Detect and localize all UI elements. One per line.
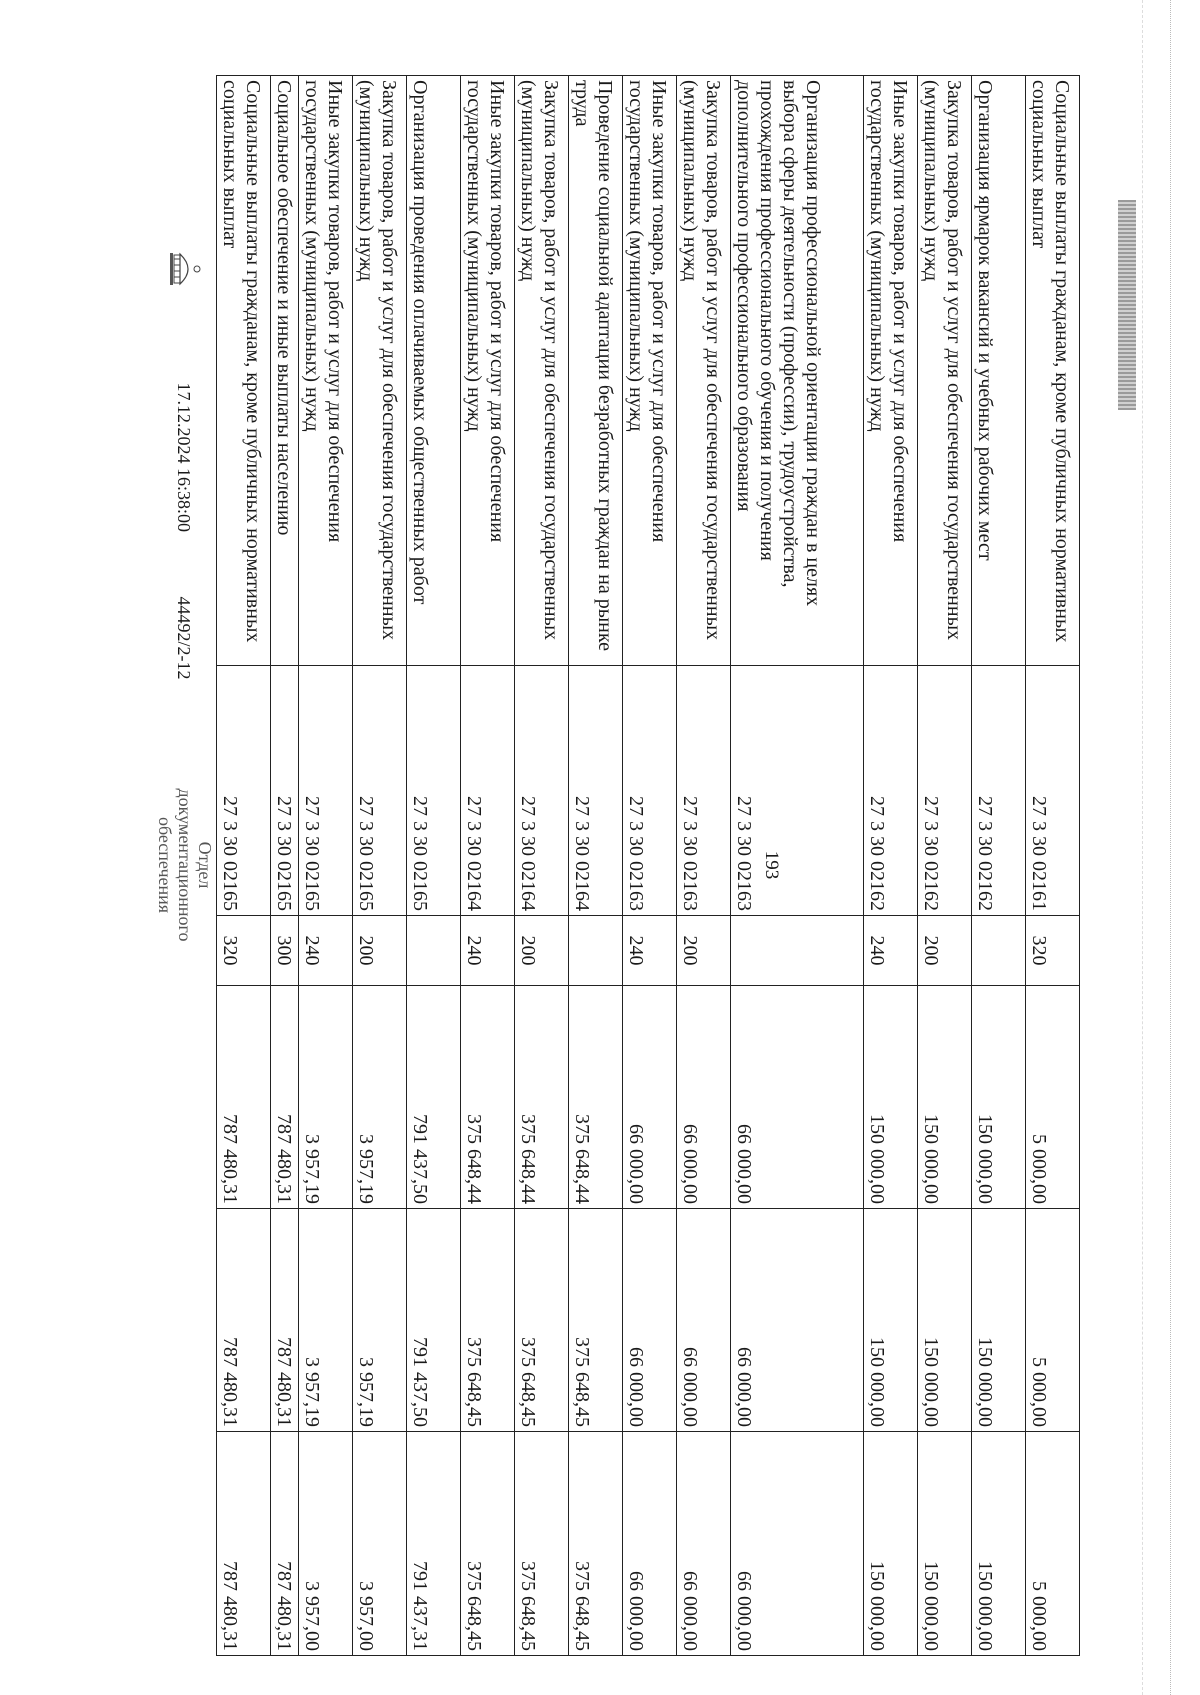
row-amount-3: 66 000,00 [731, 1432, 864, 1656]
scan-artifact [1118, 200, 1136, 410]
table-row [353, 76, 407, 1656]
row-amount-3: 787 480,31 [271, 1432, 299, 1656]
row-amount-2: 791 437,50 [407, 1209, 461, 1432]
row-kvr [731, 916, 864, 986]
table-row [271, 76, 299, 1656]
row-amount-3: 3 957,00 [353, 1432, 407, 1656]
row-name: Иные закупки товаров, работ и услуг для обеспечения государственных (муниципальных) нужд [461, 76, 515, 666]
row-code: 27 3 30 02165 [407, 666, 461, 916]
row-amount-2: 3 957,19 [299, 1209, 353, 1432]
row-name: Иные закупки товаров, работ и услуг для обеспечения государственных (муниципальных) нужд [299, 76, 353, 666]
row-amount-3: 791 437,31 [407, 1432, 461, 1656]
row-amount-2: 66 000,00 [677, 1209, 731, 1432]
row-amount-1: 66 000,00 [623, 986, 677, 1209]
row-code: 27 3 30 02162 [972, 666, 1026, 916]
row-kvr: 240 [623, 916, 677, 986]
row-code: 27 3 30 02165 [271, 666, 299, 916]
table-row [217, 76, 271, 1656]
row-amount-3: 375 648,45 [515, 1432, 569, 1656]
row-amount-3: 66 000,00 [623, 1432, 677, 1656]
row-name: Социальные выплаты гражданам, кроме публичных нормативных социальных выплат [1026, 76, 1080, 666]
row-amount-2: 787 480,31 [217, 1209, 271, 1432]
row-code: 27 3 30 02163 [731, 666, 864, 916]
row-amount-2: 375 648,45 [461, 1209, 515, 1432]
row-code: 27 3 30 02163 [623, 666, 677, 916]
row-code: 27 3 30 02162 [864, 666, 918, 916]
row-kvr [972, 916, 1026, 986]
row-amount-2: 150 000,00 [972, 1209, 1026, 1432]
row-code: 27 3 30 02165 [299, 666, 353, 916]
row-code: 27 3 30 02163 [677, 666, 731, 916]
row-amount-3: 375 648,45 [461, 1432, 515, 1656]
table-row [1026, 76, 1080, 1656]
footer-doc-number: 44492/2-12 [174, 596, 195, 680]
row-amount-1: 150 000,00 [864, 986, 918, 1209]
row-amount-1: 5 000,00 [1026, 986, 1080, 1209]
row-amount-1: 787 480,31 [217, 986, 271, 1209]
table-row [972, 76, 1026, 1656]
row-amount-2: 66 000,00 [731, 1209, 864, 1432]
row-kvr: 240 [299, 916, 353, 986]
row-amount-3: 66 000,00 [677, 1432, 731, 1656]
table-row [407, 76, 461, 1656]
row-name: Социальное обеспечение и иные выплаты населению [271, 76, 299, 666]
row-kvr: 200 [353, 916, 407, 986]
row-kvr [569, 916, 623, 986]
table-row [677, 76, 731, 1656]
row-code: 27 3 30 02165 [217, 666, 271, 916]
table-row [918, 76, 972, 1656]
table-row [515, 76, 569, 1656]
table-row [299, 76, 353, 1656]
row-amount-3: 150 000,00 [972, 1432, 1026, 1656]
scan-edge-line [1142, 0, 1143, 1695]
row-amount-3: 787 480,31 [217, 1432, 271, 1656]
row-amount-1: 3 957,19 [299, 986, 353, 1209]
row-name: Организация проведения оплачиваемых общественных работ [407, 76, 461, 666]
row-name: Организация профессиональной ориентации граждан в целях выбора сферы деятельности (профессии), трудоустройства, прохождения профессионального обучения и получения дополнительного профессионального образования [731, 76, 864, 666]
row-code: 27 3 30 02165 [353, 666, 407, 916]
department-stamp: Отдел документационного обеспечения [155, 788, 215, 942]
row-kvr: 300 [271, 916, 299, 986]
rotated-page [80, 75, 1080, 1695]
row-kvr: 200 [918, 916, 972, 986]
row-name: Закупка товаров, работ и услуг для обеспечения государственных (муниципальных) нужд [918, 76, 972, 666]
row-amount-2: 66 000,00 [623, 1209, 677, 1432]
row-amount-3: 5 000,00 [1026, 1432, 1080, 1656]
budget-table-body [217, 76, 1080, 1656]
row-amount-1: 150 000,00 [918, 986, 972, 1209]
row-amount-1: 787 480,31 [271, 986, 299, 1209]
table-row [623, 76, 677, 1656]
budget-table [216, 75, 1080, 1656]
row-amount-1: 3 957,19 [353, 986, 407, 1209]
row-name: Иные закупки товаров, работ и услуг для обеспечения государственных (муниципальных) нужд [623, 76, 677, 666]
row-amount-1: 375 648,44 [569, 986, 623, 1209]
row-amount-2: 150 000,00 [918, 1209, 972, 1432]
row-name: Закупка товаров, работ и услуг для обеспечения государственных (муниципальных) нужд [677, 76, 731, 666]
row-code: 27 3 30 02164 [515, 666, 569, 916]
table-row [864, 76, 918, 1656]
row-code: 27 3 30 02164 [569, 666, 623, 916]
row-name: Организация ярмарок вакансий и учебных рабочих мест [972, 76, 1026, 666]
table-row [569, 76, 623, 1656]
row-kvr [407, 916, 461, 986]
page-number: 193 [761, 850, 782, 880]
row-kvr: 200 [677, 916, 731, 986]
row-kvr: 240 [864, 916, 918, 986]
row-name: Социальные выплаты гражданам, кроме публичных нормативных социальных выплат [217, 76, 271, 666]
row-amount-2: 787 480,31 [271, 1209, 299, 1432]
row-amount-1: 375 648,44 [515, 986, 569, 1209]
logo-icon [163, 250, 202, 288]
row-name: Проведение социальной адаптации безработных граждан на рынке труда [569, 76, 623, 666]
row-kvr: 200 [515, 916, 569, 986]
row-code: 27 3 30 02164 [461, 666, 515, 916]
row-amount-1: 150 000,00 [972, 986, 1026, 1209]
row-amount-3: 3 957,00 [299, 1432, 353, 1656]
row-code: 27 3 30 02161 [1026, 666, 1080, 916]
row-name: Закупка товаров, работ и услуг для обеспечения государственных (муниципальных) нужд [515, 76, 569, 666]
row-amount-2: 375 648,45 [515, 1209, 569, 1432]
scan-margin-marks [1170, 0, 1179, 1695]
row-kvr: 320 [217, 916, 271, 986]
row-amount-2: 150 000,00 [864, 1209, 918, 1432]
row-amount-3: 150 000,00 [864, 1432, 918, 1656]
row-amount-2: 3 957,19 [353, 1209, 407, 1432]
document-footer [163, 250, 202, 680]
row-amount-3: 150 000,00 [918, 1432, 972, 1656]
row-amount-1: 791 437,50 [407, 986, 461, 1209]
row-amount-2: 375 648,45 [569, 1209, 623, 1432]
footer-datetime: 17.12.2024 16:38:00 [174, 382, 195, 533]
table-row [461, 76, 515, 1656]
row-kvr: 240 [461, 916, 515, 986]
table-row [731, 76, 864, 1656]
row-name: Иные закупки товаров, работ и услуг для обеспечения государственных (муниципальных) нужд [864, 76, 918, 666]
row-name: Закупка товаров, работ и услуг для обеспечения государственных (муниципальных) нужд [353, 76, 407, 666]
row-amount-1: 66 000,00 [677, 986, 731, 1209]
row-amount-1: 66 000,00 [731, 986, 864, 1209]
row-amount-2: 5 000,00 [1026, 1209, 1080, 1432]
row-amount-1: 375 648,44 [461, 986, 515, 1209]
row-kvr: 320 [1026, 916, 1080, 986]
row-code: 27 3 30 02162 [918, 666, 972, 916]
row-amount-3: 375 648,45 [569, 1432, 623, 1656]
